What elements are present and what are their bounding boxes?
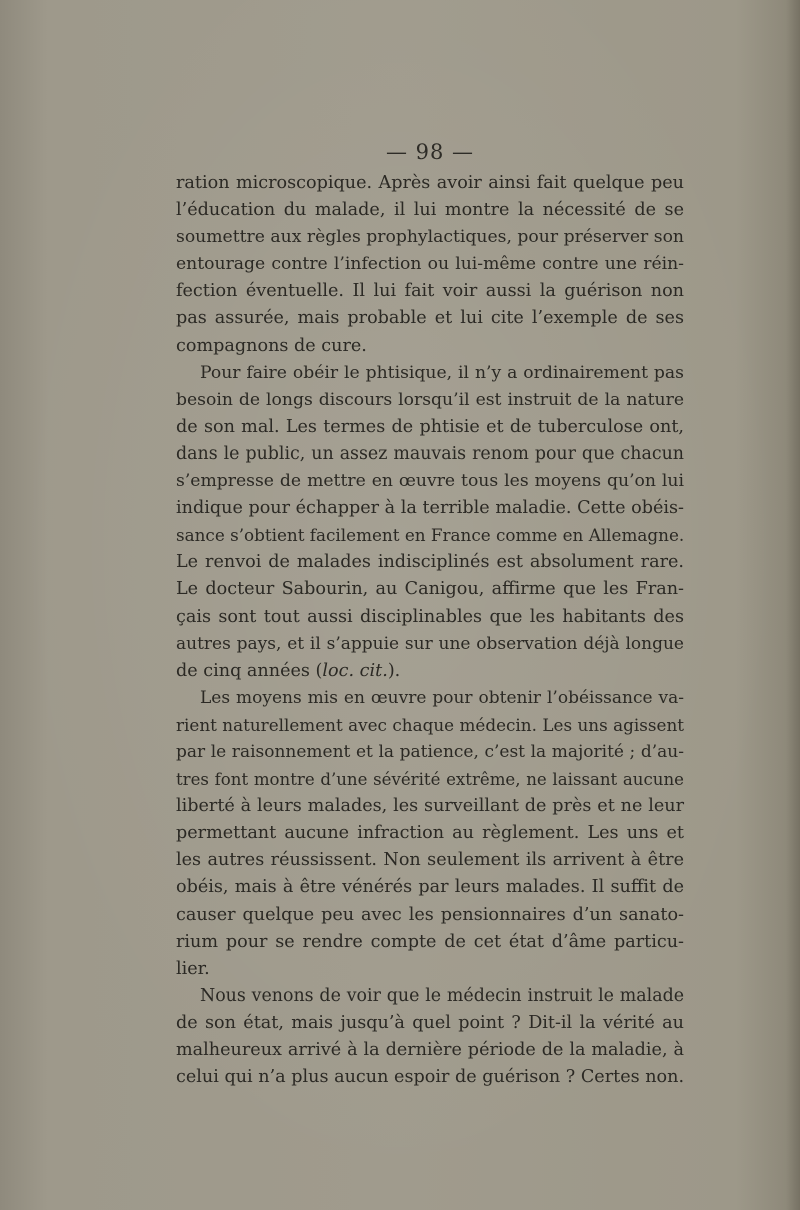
paragraph-start-line: Pour faire obéir le phtisique, il n’y a ordinairement pas (200, 362, 684, 383)
text-line: pas assurée, mais probable et lui cite l’exemple de ses (176, 308, 684, 329)
text-line: de son mal. Les termes de phtisie et de tuberculose ont, (176, 416, 684, 437)
text-line: par le raisonnement et la patience, c’est la majorité ; d’au- (176, 741, 684, 762)
text-line: entourage contre l’infection ou lui-même contre une réin- (176, 254, 684, 275)
text-line: besoin de longs discours lorsqu’il est instruit de la nature (176, 389, 684, 410)
citation-tail: ). (387, 660, 401, 681)
paragraph-end-line: celui qui n’a plus aucun espoir de guérison ? Certes non. (176, 1067, 685, 1088)
text-line: indique pour échapper à la terrible maladie. Cette obéis- (176, 498, 684, 519)
text-line: tres font montre d’une sévérité extrême, ne laissant aucune (176, 770, 684, 790)
paragraph-end-line: lier. (176, 958, 210, 979)
citation-italic: loc. cit. (322, 660, 388, 681)
paragraph-end-line (176, 658, 684, 685)
text-line: sance s’obtient facilement en France comme en Allemagne. (176, 525, 685, 546)
text-line: rient naturellement avec chaque médecin. Les uns agissent (176, 714, 684, 735)
text-line: de son état, mais jusqu’à quel point ? Dit-il la vérité au (176, 1012, 684, 1033)
paragraph-start-line: Les moyens mis en œuvre pour obtenir l’obéissance va- (200, 687, 684, 708)
text-line: rium pour se rendre compte de cet état d’âme particu- (176, 931, 684, 952)
body-text (176, 170, 684, 1091)
text-line: çais sont tout aussi disciplinables que les habitants des (176, 606, 684, 627)
paragraph-start-line: Nous venons de voir que le médecin instruit le malade (200, 985, 684, 1006)
page-number: — 98 — (385, 140, 475, 164)
text-line: Le renvoi de malades indisciplinés est absolument rare. (176, 552, 684, 573)
text-line: obéis, mais à être vénérés par leurs malades. Il suffit de (176, 877, 684, 898)
text-line: liberté à leurs malades, les surveillant de près et ne leur (176, 796, 684, 817)
text-line: ration microscopique. Après avoir ainsi fait quelque peu (176, 173, 684, 193)
text-line: autres pays, et il s’appuie sur une observation déjà longue (176, 633, 684, 654)
text-line: dans le public, un assez mauvais renom pour que chacun (176, 443, 684, 464)
text-line: s’empresse de mettre en œuvre tous les moyens qu’on lui (176, 471, 684, 492)
text-line: causer quelque peu avec les pensionnaires d’un sanato- (176, 904, 684, 925)
page-edge-shadow (786, 0, 800, 1210)
text-line: Le docteur Sabourin, au Canigou, affirme que les Fran- (176, 579, 684, 600)
text-line: soumettre aux règles prophylactiques, pour préserver son (176, 227, 684, 248)
text-line: fection éventuelle. Il lui fait voir aussi la guérison non (176, 281, 684, 302)
text-line: permettant aucune infraction au règlement. Les uns et (176, 823, 684, 844)
text-line: les autres réussissent. Non seulement ils arrivent à être (176, 850, 684, 871)
text-line: malheureux arrivé à la dernière période de la maladie, à (176, 1040, 684, 1060)
citation-lead: de cinq années ( (176, 660, 323, 681)
paragraph-end-line: compagnons de cure. (176, 335, 367, 356)
text-line: l’éducation du malade, il lui montre la nécessité de se (176, 200, 684, 221)
